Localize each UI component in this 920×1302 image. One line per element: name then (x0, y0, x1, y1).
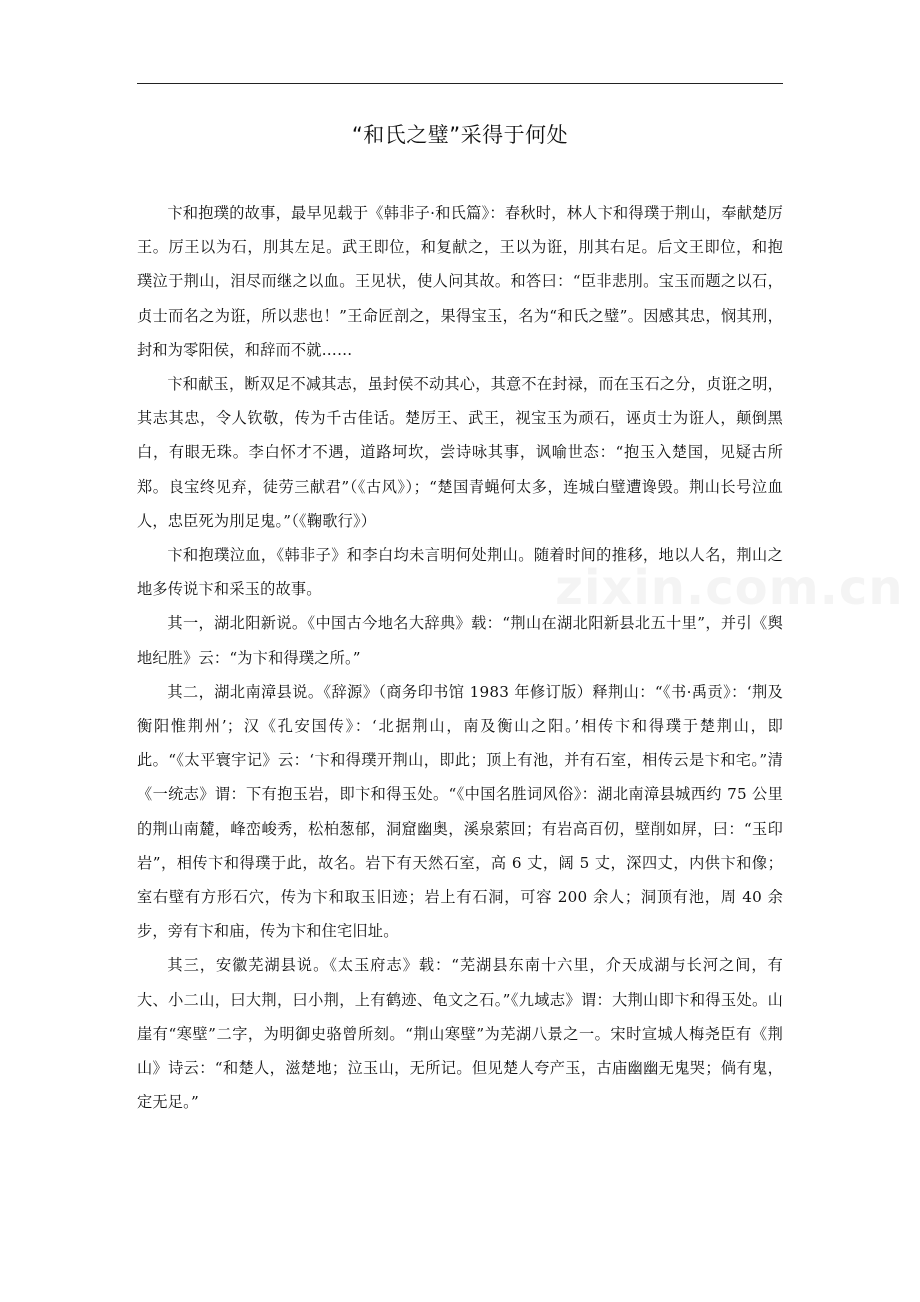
header-rule (137, 83, 783, 84)
watermark: zixin.com.cn (555, 560, 904, 616)
paragraph-5: 其二，湖北南漳县说。《辞源》（商务印书馆 1983 年修订版）释荆山：“《书·禹贡》：‘荆及衡阳惟荆州’；汉《孔安国传》：‘北据荆山，南及衡山之阳。’相传卞和得璞于楚荆山，即此。“《太平寰宇记》云：‘卞和得璞开荆山，即此；顶上有池，并有石室，相传云是卞和宅。”清《一统志》谓：下有抱玉岩，即卞和得玉处。“《中国名胜词风俗》：湖北南漳县城西约 75 公里的荆山南麓，峰峦峻秀，松柏葱郁，洞窟幽奥，溪泉萦回；有岩高百仞，壁削如屏，曰：“玉印岩”，相传卞和得璞于此，故名。岩下有天然石室，高 6 丈，阔 5 丈，深四丈，内供卞和像；室右壁有方形石穴，传为卞和取玉旧迹；岩上有石洞，可容 200 余人；洞顶有池，周 40 余步，旁有卞和庙，传为卞和住宅旧址。 (137, 682, 783, 941)
document-body (137, 196, 783, 1119)
paragraph-1: 卞和抱璞的故事，最早见载于《韩非子·和氏篇》：春秋时，林人卞和得璞于荆山，奉献楚厉王。厉王以为石，刖其左足。武王即位，和复献之，王以为诳，刖其右足。后文王即位，和抱璞泣于荆山，泪尽而继之以血。王见状，使人问其故。和答曰：“臣非悲刖。宝玉而题之以石，贞士而名之为诳，所以悲也！”王命匠剖之，果得宝玉，名为“和氏之璧”。因感其忠，悯其刑，封和为零阳侯，和辞而不就…… (137, 204, 783, 359)
paragraph-4: 其一，湖北阳新说。《中国古今地名大辞典》载：“荆山在湖北阳新县北五十里”，并引《舆地纪胜》云：“为卞和得璞之所。” (137, 614, 783, 667)
paragraph-3: 卞和抱璞泣血，《韩非子》和李白均未言明何处荆山。随着时间的推移，地以人名，荆山之地多传说卞和采玉的故事。 (137, 546, 783, 599)
document-title: “和氏之璧”采得于何处 (351, 123, 569, 147)
paragraph-2: 卞和献玉，断双足不减其志，虽封侯不动其心，其意不在封禄，而在玉石之分，贞诳之明，其志其忠，令人钦敬，传为千古佳话。楚厉王、武王，视宝玉为顽石，诬贞士为诳人，颠倒黑白，有眼无珠。李白怀才不遇，道路坷坎，尝诗咏其事，讽喻世态：“抱玉入楚国，见疑古所郑。良宝终见弃，徒劳三献君”（《古风》）；“楚国青蝇何太多，连城白璧遭谗毁。荆山长号泣血人，忠臣死为刖足鬼。”（《鞠歌行》） (137, 375, 783, 530)
paragraph-6: 其三，安徽芜湖县说。《太玉府志》载：“芜湖县东南十六里，介天成湖与长河之间，有大、小二山，曰大荆，曰小荆，上有鹤迹、龟文之石。”《九域志》谓：大荆山即卞和得玉处。山崖有“寒壁”二字，为明御史骆曾所刻。“荆山寒壁”为芜湖八景之一。宋时宣城人梅尧臣有《荆山》诗云：“和楚人，滋楚地；泣玉山，无所记。但见楚人夸产玉，古庙幽幽无鬼哭；倘有鬼，定无足。” (137, 956, 783, 1112)
